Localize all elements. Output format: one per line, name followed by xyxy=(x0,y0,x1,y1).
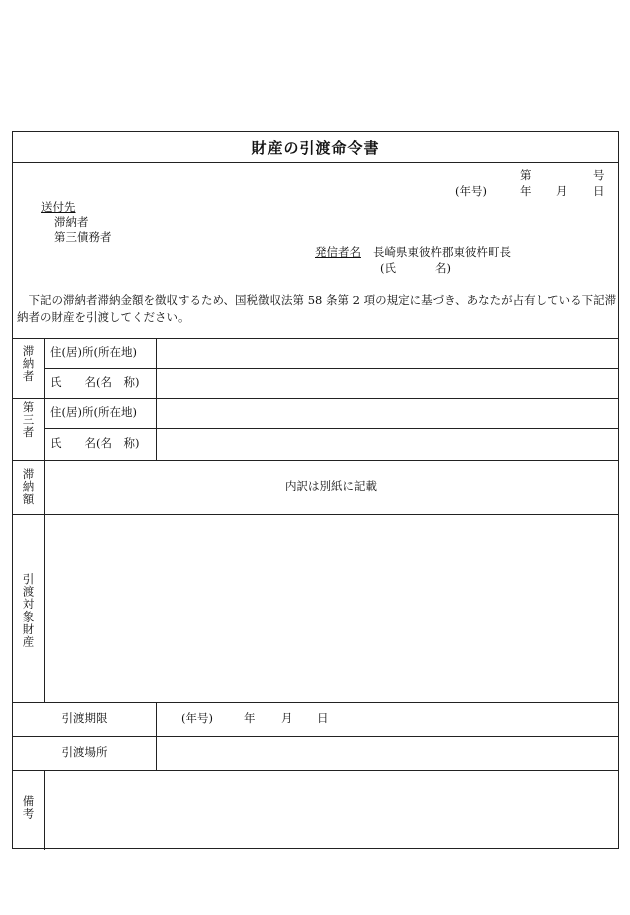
body-text: 下記の滞納者滞納金額を徴収するため、国税徴収法第 58 条第 2 項の規定に基づき、あなたが占有している下記滞納者の財産を引渡してください。 xyxy=(17,293,617,324)
issuer-seal-open: (氏 xyxy=(380,261,396,275)
recipient-third-debtor: 第三債務者 xyxy=(54,230,112,244)
divider xyxy=(13,702,618,703)
divider xyxy=(44,428,618,429)
third-party-label: 第三者 xyxy=(21,401,36,439)
divider xyxy=(13,338,618,339)
deadline-year: 年 xyxy=(244,711,256,725)
deadline-day: 日 xyxy=(317,711,329,725)
date-month: 月 xyxy=(556,184,568,198)
issuer-label: 発信者名 xyxy=(315,245,361,259)
divider xyxy=(13,460,618,461)
divider xyxy=(13,162,618,163)
divider xyxy=(156,702,157,770)
divider xyxy=(13,770,618,771)
divider xyxy=(156,338,157,460)
recipient-delinquent: 滞納者 xyxy=(54,215,89,229)
document-frame xyxy=(12,131,619,849)
divider xyxy=(13,736,618,737)
deadline-era: (年号) xyxy=(181,711,213,725)
recipient-heading: 送付先 xyxy=(41,200,76,214)
third-party-name-label: 氏 名(名 称) xyxy=(50,436,140,450)
divider xyxy=(44,338,45,702)
remarks-label: 備考 xyxy=(21,795,36,820)
date-day: 日 xyxy=(593,184,605,198)
property-label: 引渡対象財産 xyxy=(21,573,36,648)
issuer-name: 長崎県東彼杵郡東彼杵町長 xyxy=(373,245,511,259)
third-party-address-label: 住(居)所(所在地) xyxy=(50,405,137,419)
date-year: 年 xyxy=(520,184,532,198)
divider xyxy=(13,514,618,515)
divider xyxy=(13,398,618,399)
divider xyxy=(44,368,618,369)
place-label: 引渡場所 xyxy=(61,745,108,759)
document-title: 財産の引渡命令書 xyxy=(251,139,380,157)
amount-value: 内訳は別紙に記載 xyxy=(285,479,377,493)
deadline-month: 月 xyxy=(281,711,293,725)
doc-number-suffix: 号 xyxy=(593,168,605,182)
amount-label: 滞納額 xyxy=(21,468,36,506)
issuer-seal-close: 名) xyxy=(435,261,451,275)
doc-number-prefix: 第 xyxy=(520,168,532,182)
date-era: (年号) xyxy=(455,184,487,198)
divider xyxy=(44,770,45,850)
delinquent-name-label: 氏 名(名 称) xyxy=(50,375,140,389)
delinquent-address-label: 住(居)所(所在地) xyxy=(50,345,137,359)
deadline-label: 引渡期限 xyxy=(61,711,108,725)
delinquent-label: 滞納者 xyxy=(21,345,36,383)
